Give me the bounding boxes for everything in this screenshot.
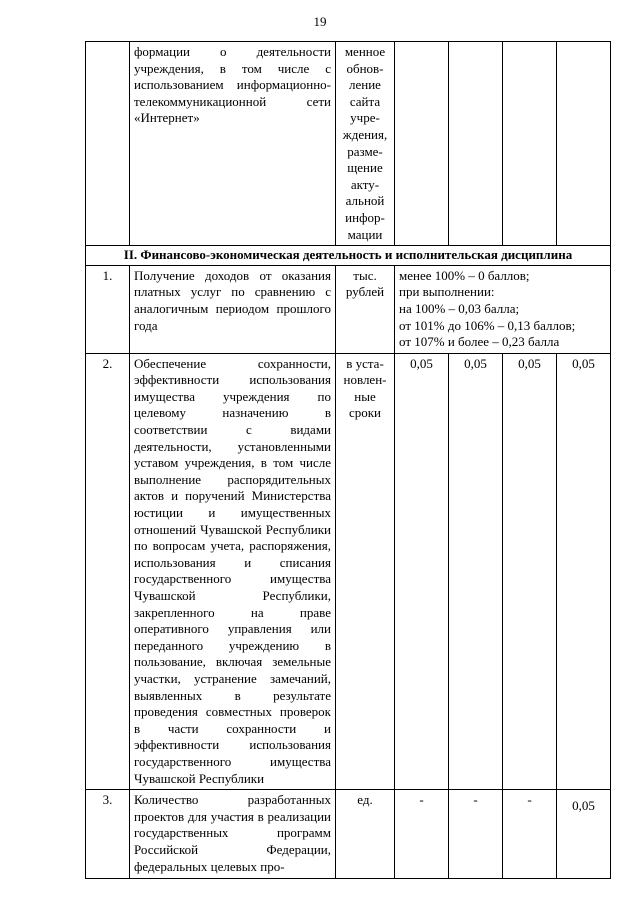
unit-line: инфор- [345,209,385,225]
unit-line: менное [344,44,386,59]
unit-line: ление [349,77,381,93]
unit-line: альной [345,193,385,209]
indicator-text: Обеспечение сохранности, эффективности использования имущества учреждения по целевому назначению в соответствии с видами деятельности, установленными уставом учреждения, в том числе выполнение распорядительных актов и поручений Министерства юстиции и имущественных отношений Чувашской Республики по вопросам учета, распоряжения, использования и списания государственного имущества Чувашской Республики, закрепленного на праве оперативного управления или переданного учреждению в пользование, включая земельные участки, устранение замечаний, выявленных в результате проведения совместных проверок в части сохранности и эффективности использования государственного имущества Чувашской Республики [130,353,336,789]
unit-line: учре- [350,110,380,126]
section-title: II. Финансово-экономическая деятельность и исполнительская дисциплина [86,246,611,266]
value-cell: - [503,790,557,879]
table-row [86,42,611,246]
unit-cell [336,353,395,789]
indicator-text: Получение доходов от оказания платных услуг по сравнению с аналогичным периодом прошлого года [130,265,336,353]
value-cell: - [449,790,503,879]
value-cell: 0,05 [557,353,611,789]
value-cell: 0,05 [557,790,611,879]
value-cell [449,42,503,246]
section-header-row [86,246,611,266]
unit-cell [336,42,395,246]
criteria-line: от 107% и более – 0,23 балла [399,334,560,350]
value-cell: 0,05 [395,353,449,789]
unit-line: сайта [349,93,381,109]
indicator-text: формации о деятельности учреждения, в том числе с использованием информационно-телекоммуникационной сети «Интернет» [130,42,336,246]
unit-line: тыс. [353,267,377,283]
page-number: 19 [313,14,327,29]
table-row [86,265,611,353]
value-cell: - [395,790,449,879]
criteria-line: менее 100% – 0 баллов; [399,267,530,283]
row-number: 2. [86,353,130,789]
unit-line: новлен- [343,372,387,388]
criteria-line: на 100% – 0,03 балла; [399,300,520,316]
row-number: 1. [86,265,130,353]
unit-cell: ед. [336,790,395,879]
unit-line: разме- [347,143,383,159]
unit-line: сроки [348,405,382,421]
criteria-line: от 101% до 106% – 0,13 баллов; [399,317,576,333]
unit-line: в уста- [346,355,384,371]
value-cell [395,42,449,246]
table-row [86,353,611,789]
criteria-line: при выполнении: [399,284,495,300]
row-number: 3. [86,790,130,879]
table-row [86,790,611,879]
unit-line: ждения, [342,126,388,142]
unit-cell [336,265,395,353]
indicator-text: Количество разработанных проектов для участия в реализации государственных программ Российской Федерации, федеральных целевых про- [130,790,336,879]
criteria-table [85,41,611,879]
unit-line: акту- [350,176,380,192]
unit-line: щение [347,160,383,176]
criteria-cell [395,265,611,353]
value-cell [503,42,557,246]
unit-line: мации [347,226,383,242]
unit-line: ные [354,388,376,404]
unit-line: рублей [345,284,385,300]
value-cell [557,42,611,246]
value-cell: 0,05 [503,353,557,789]
row-number-cell [86,42,130,246]
unit-line: обнов- [346,60,384,76]
value-cell: 0,05 [449,353,503,789]
